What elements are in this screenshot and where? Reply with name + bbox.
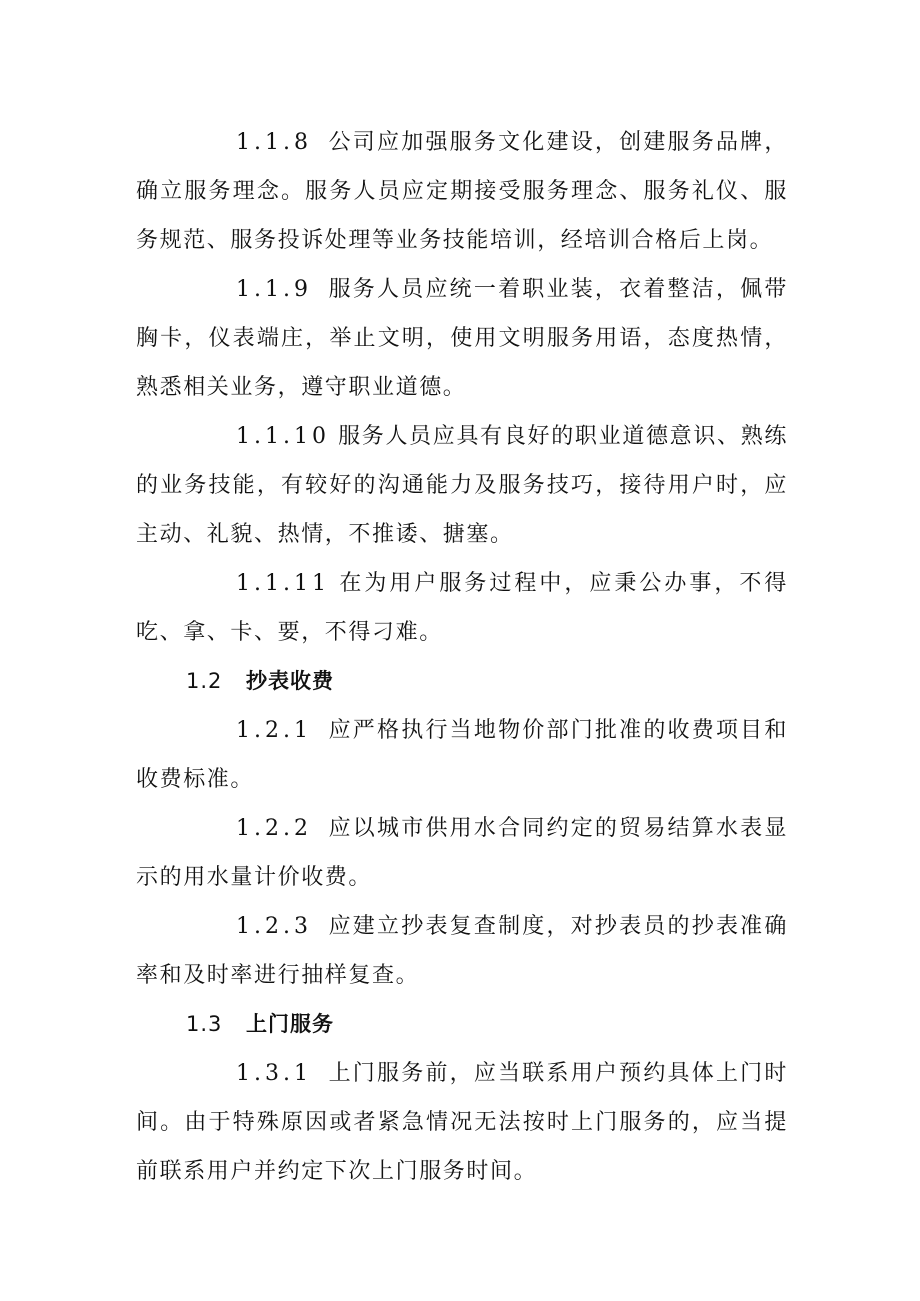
section-number: 1.3 <box>186 1012 223 1036</box>
clause-1-1-10 <box>136 412 788 559</box>
clause-text: 服务人员应统一着职业装，衣着整洁，佩带胸卡，仪表端庄，举止文明，使用文明服务用语，态度热情，熟悉相关业务，遵守职业道德。 <box>136 277 788 400</box>
clause-text: 服务人员应具有良好的职业道德意识、熟练的业务技能，有较好的沟通能力及服务技巧，接待用户时，应主动、礼貌、热情，不推诿、搪塞。 <box>136 424 788 547</box>
clause-number: 1.2.1 <box>236 718 312 743</box>
document-body <box>136 118 788 1196</box>
section-title: 抄表收费 <box>246 669 334 693</box>
clause-1-1-11 <box>136 559 788 657</box>
section-heading-1-3 <box>136 1000 788 1049</box>
clause-number: 1.3.1 <box>236 1061 312 1086</box>
clause-text: 上门服务前，应当联系用户预约具体上门时间。由于特殊原因或者紧急情况无法按时上门服务的，应当提前联系用户并约定下次上门服务时间。 <box>136 1061 788 1184</box>
clause-number: 1.1.8 <box>236 130 312 155</box>
clause-1-2-2 <box>136 804 788 902</box>
clause-number: 1.1.9 <box>236 277 312 302</box>
clause-number: 1.1.11 <box>236 571 330 596</box>
clause-1-3-1 <box>136 1049 788 1196</box>
clause-number: 1.2.2 <box>236 816 312 841</box>
clause-1-1-9 <box>136 265 788 412</box>
clause-number: 1.2.3 <box>236 914 312 939</box>
clause-1-2-1 <box>136 706 788 804</box>
section-number: 1.2 <box>186 669 223 693</box>
clause-text: 在为用户服务过程中，应秉公办事，不得吃、拿、卡、要，不得刁难。 <box>136 571 788 645</box>
clause-text: 应以城市供用水合同约定的贸易结算水表显示的用水量计价收费。 <box>136 816 788 890</box>
clause-text: 应严格执行当地物价部门批准的收费项目和收费标准。 <box>136 718 788 792</box>
section-title: 上门服务 <box>246 1012 334 1036</box>
clause-1-1-8 <box>136 118 788 265</box>
clause-number: 1.1.10 <box>236 424 330 449</box>
clause-text: 应建立抄表复查制度，对抄表员的抄表准确率和及时率进行抽样复查。 <box>136 914 788 988</box>
clause-1-2-3 <box>136 902 788 1000</box>
section-heading-1-2 <box>136 657 788 706</box>
clause-text: 公司应加强服务文化建设，创建服务品牌，确立服务理念。服务人员应定期接受服务理念、服务礼仪、服务规范、服务投诉处理等业务技能培训，经培训合格后上岗。 <box>136 130 788 253</box>
